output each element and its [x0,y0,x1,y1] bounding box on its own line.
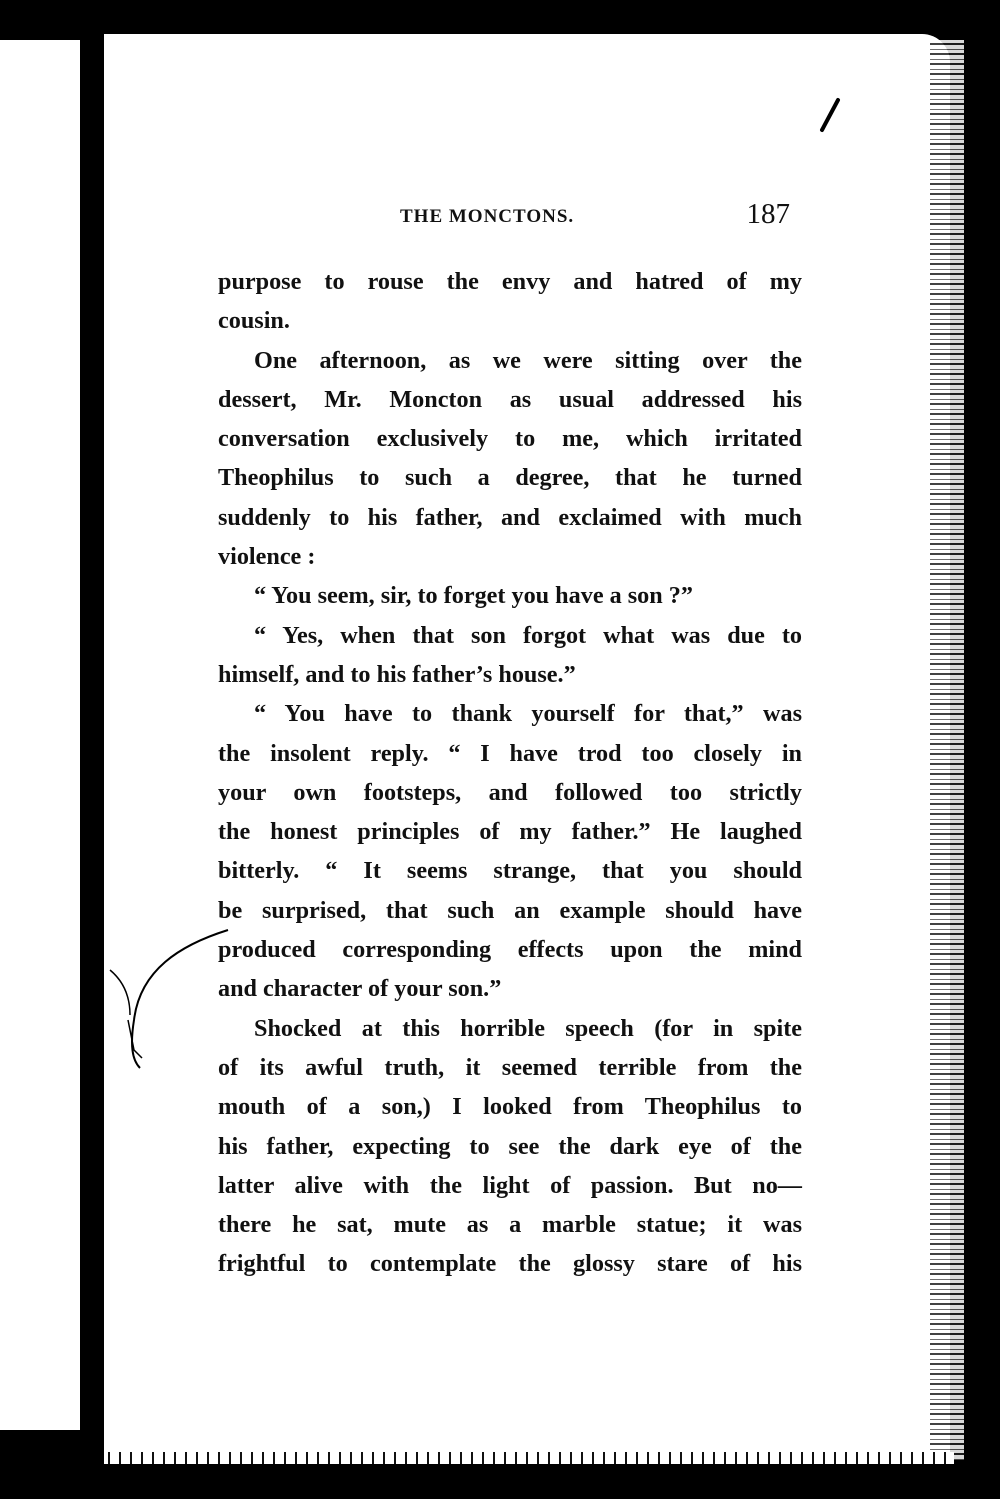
text-line: mouth of a son,) I looked from Theophilus to [218,1093,802,1121]
text-line: your own footsteps, and followed too strictly [218,778,802,806]
body-text [218,262,802,1284]
text-line: “ You seem, sir, to forget you have a son ?” [254,582,693,610]
text-line: purpose to rouse the envy and hatred of my [218,268,802,295]
text-line: latter alive with the light of passion. But no— [218,1171,802,1199]
text-line: One afternoon, as we were sitting over the [254,346,802,374]
book-binding-shadow [80,0,104,1499]
text-line: Shocked at this horrible speech (for in spite [254,1014,802,1042]
text-line: Theophilus to such a degree, that he turned [218,464,802,492]
text-line: cousin. [218,307,290,335]
page-header [218,196,798,236]
text-line: “ You have to thank yourself for that,” was [254,700,802,728]
text-line: there he sat, mute as a marble statue; it was [218,1211,802,1239]
text-line: of its awful truth, it seemed terrible from the [218,1053,802,1081]
pencil-tick-mark [812,96,842,136]
page-bottom-edge [104,1452,954,1464]
text-line: “ Yes, when that son forgot what was due to [254,621,802,649]
left-margin-strip [0,40,80,1430]
text-line: the honest principles of my father.” He laughed [218,818,802,846]
text-line: his father, expecting to see the dark eye of the [218,1132,802,1160]
text-line: be surprised, that such an example should have [218,896,802,924]
text-line: suddenly to his father, and exclaimed with much [218,503,802,531]
text-line: conversation exclusively to me, which irritated [218,425,802,453]
page-number: 187 [746,198,790,230]
text-line: produced corresponding effects upon the mind [218,936,802,964]
text-line: dessert, Mr. Moncton as usual addressed his [218,385,802,413]
text-line: bitterly. “ It seems strange, that you should [218,857,802,885]
pencil-margin-bracket [100,900,240,1080]
text-line: the insolent reply. “ I have trod too closely in [218,739,802,767]
page-right-edge [930,40,964,1460]
text-line: frightful to contemplate the glossy stare of his [218,1250,802,1278]
running-head: THE MONCTONS. [400,206,575,227]
text-line: himself, and to his father’s house.” [218,660,576,688]
text-line: and character of your son.” [218,975,502,1003]
text-line: violence : [218,543,316,571]
